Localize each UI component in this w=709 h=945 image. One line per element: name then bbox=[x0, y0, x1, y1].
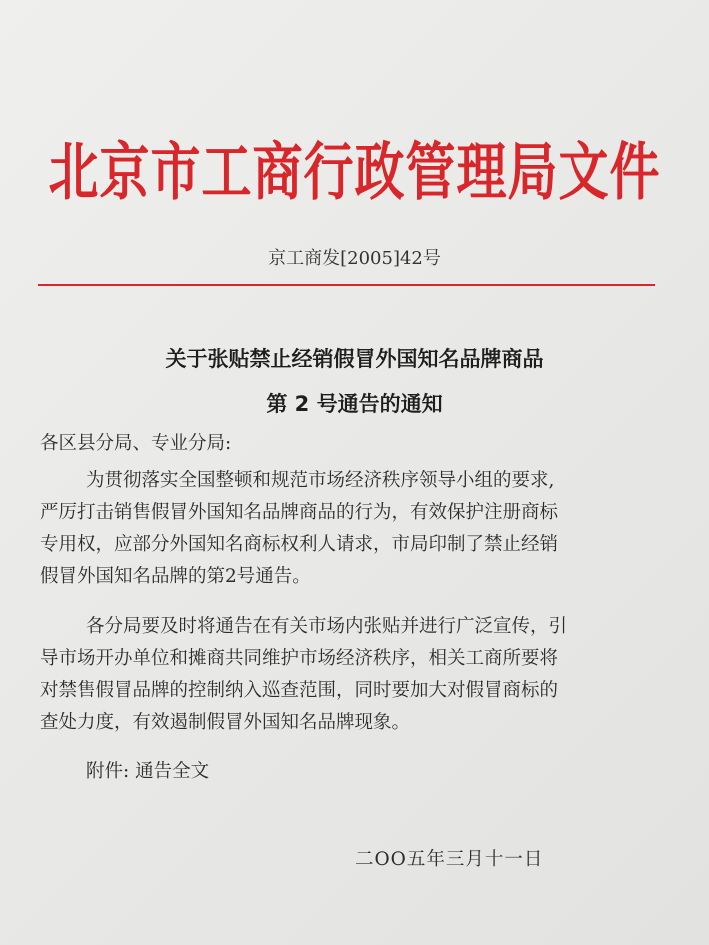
paragraph-2 bbox=[40, 611, 670, 739]
paragraph-1-line: 专用权，应部分外国知名商标权利人请求，市局印制了禁止经销 bbox=[40, 534, 559, 555]
paragraph-1-line: 严厉打击销售假冒外国知名品牌商品的行为，有效保护注册商标 bbox=[40, 502, 559, 523]
paragraph-1 bbox=[40, 465, 670, 593]
issuer-header: 北京市工商行政管理局文件 bbox=[48, 135, 661, 209]
paragraph-2-line: 查处力度，有效遏制假冒外国知名品牌现象。 bbox=[40, 712, 411, 733]
document-number: 京工商发[2005]42号 bbox=[268, 248, 441, 269]
attachment-note: 附件: 通告全文 bbox=[86, 761, 210, 782]
notice-title-line-1: 关于张贴禁止经销假冒外国知名品牌商品 bbox=[165, 347, 544, 371]
paragraph-1-line: 为贯彻落实全国整顿和规范市场经济秩序领导小组的要求, bbox=[86, 470, 555, 491]
notice-title-line-2: 第 2 号通告的通知 bbox=[266, 392, 443, 416]
paragraph-2-line: 对禁售假冒品牌的控制纳入巡查范围，同时要加大对假冒商标的 bbox=[40, 680, 559, 701]
issue-date: 二OO五年三月十一日 bbox=[355, 849, 544, 870]
paragraph-2-line: 导市场开办单位和摊商共同维护市场经济秩序，相关工商所要将 bbox=[40, 648, 559, 669]
salutation: 各区县分局、专业分局: bbox=[40, 433, 232, 454]
paragraph-2-line: 各分局要及时将通告在有关市场内张贴并进行广泛宣传，引 bbox=[86, 616, 568, 637]
paragraph-1-line: 假冒外国知名品牌的第2号通告。 bbox=[40, 566, 311, 587]
red-divider-line bbox=[38, 284, 655, 286]
